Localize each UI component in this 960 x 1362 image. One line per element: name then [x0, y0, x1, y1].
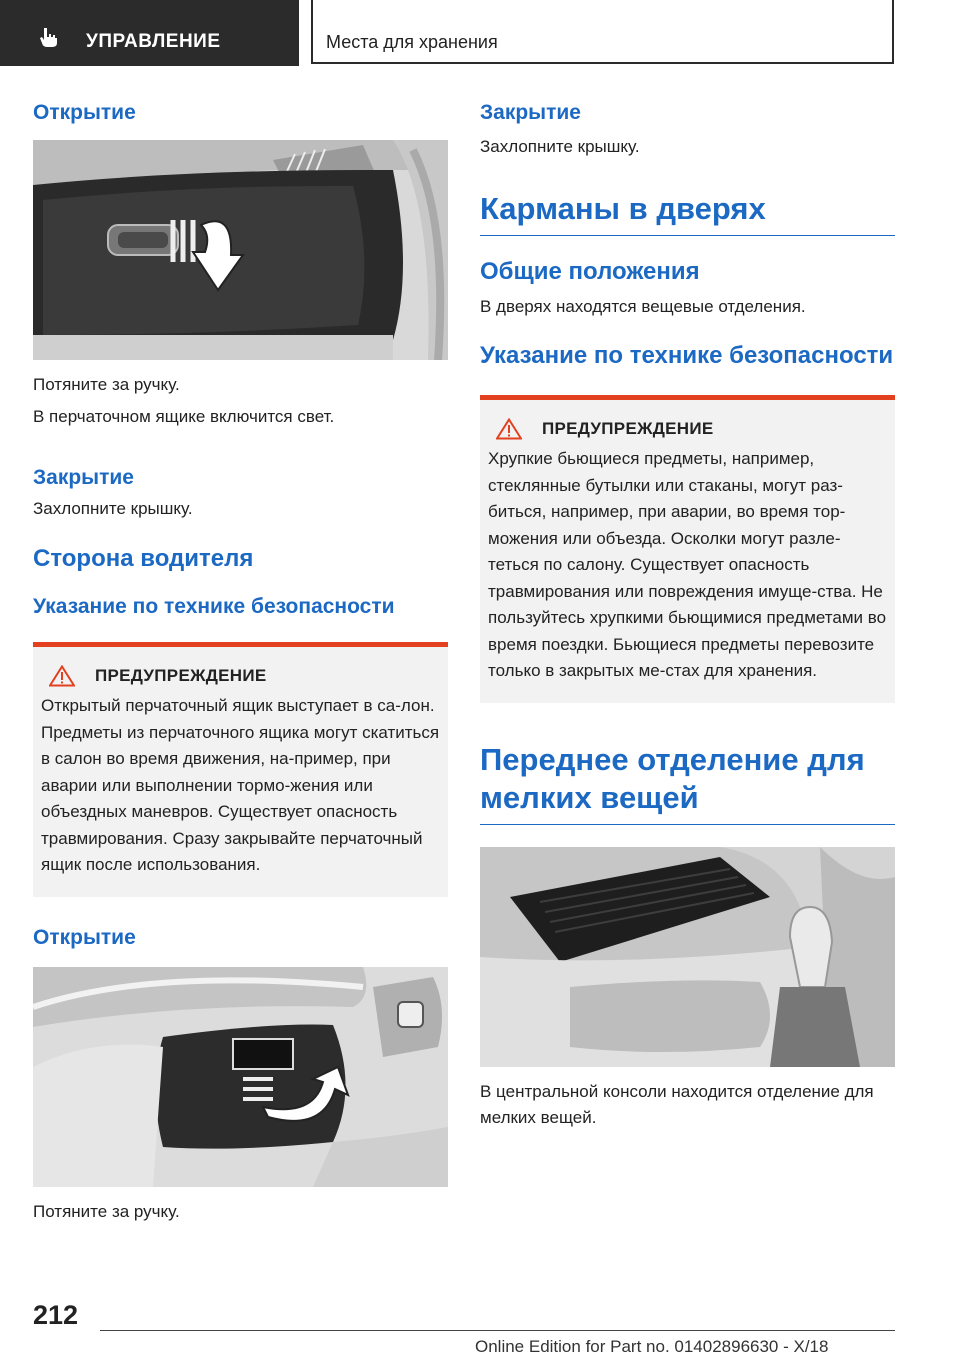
warning-triangle-icon — [49, 665, 75, 687]
section-title: УПРАВЛЕНИЕ — [86, 31, 221, 52]
heading-driver-side: Сторона водителя — [33, 545, 254, 572]
warning-header — [488, 418, 887, 440]
left-column — [33, 100, 448, 1224]
heading-closing-driver: Закрытие — [480, 101, 581, 124]
warning-box-2 — [480, 395, 895, 703]
warning-title: ПРЕДУПРЕЖДЕНИЕ — [95, 666, 267, 686]
right-column — [480, 100, 895, 1130]
warning-text: Открытый перчаточный ящик выступает в са-лон. Предметы из перчаточного ящика могут скатиться в салон во время движения, на-пример, при аварии или выполнении тормо-жения или объездных маневров. Существует опасность травмирования. Сразу закрывайте перчаточный ящик после использования. — [41, 696, 440, 875]
center-console-compartment-image — [480, 847, 895, 1067]
footer-divider — [100, 1330, 895, 1331]
closing-text-1: Захлопните крышку. — [33, 498, 193, 518]
heading-closing-glovebox: Закрытие — [33, 466, 134, 490]
warning-header — [41, 665, 440, 687]
hand-pointer-icon — [38, 26, 60, 48]
glovebox-handle-image — [33, 140, 448, 360]
fig3-caption: В центральной консоли находится отделение для мелких вещей. — [480, 1082, 874, 1127]
warning-text: Хрупкие бьющиеся предметы, например, стеклянные бутылки или стаканы, могут раз-биться, например, при аварии, во время тор-можения или объезда. Осколки могут разле-теться по салону. Существует опасность травмирования или повреждения имуще-ства. Не пользуйтесь хрупкими бьющимися предметами во время поездки. Бьющиеся предметы перевозите только в закрытых ме-стах для хранения. — [488, 448, 887, 681]
heading-general: Общие положения — [480, 257, 700, 285]
warning-box-1 — [33, 642, 448, 897]
heading-front-compartment: Переднее отделение для мелких вещей — [480, 741, 895, 826]
heading-door-pockets: Карманы в дверях — [480, 190, 895, 236]
edition-footer: Online Edition for Part no. 01402896630 - X/18 — [475, 1337, 829, 1356]
chapter-title: Места для хранения — [326, 32, 498, 52]
fig1-caption-1: Потяните за ручку. — [33, 375, 180, 395]
general-text: В дверях находятся вещевые отделения. — [480, 297, 806, 317]
page-number: 212 — [33, 1300, 79, 1330]
warning-triangle-icon — [496, 418, 522, 440]
heading-opening-glovebox: Открытие — [33, 101, 136, 124]
header-section-tab — [0, 0, 299, 66]
driver-compartment-image — [33, 967, 448, 1187]
fig2-caption: Потяните за ручку. — [33, 1201, 180, 1221]
fig1-caption-2: В перчаточном ящике включится свет. — [33, 406, 335, 426]
closing-text-2: Захлопните крышку. — [480, 137, 640, 157]
heading-opening-driver: Открытие — [33, 925, 136, 949]
warning-title: ПРЕДУПРЕЖДЕНИЕ — [542, 418, 714, 438]
heading-safety-note-1: Указание по технике безопасности — [33, 594, 395, 618]
heading-safety-note-2: Указание по технике безопасности — [480, 341, 894, 369]
